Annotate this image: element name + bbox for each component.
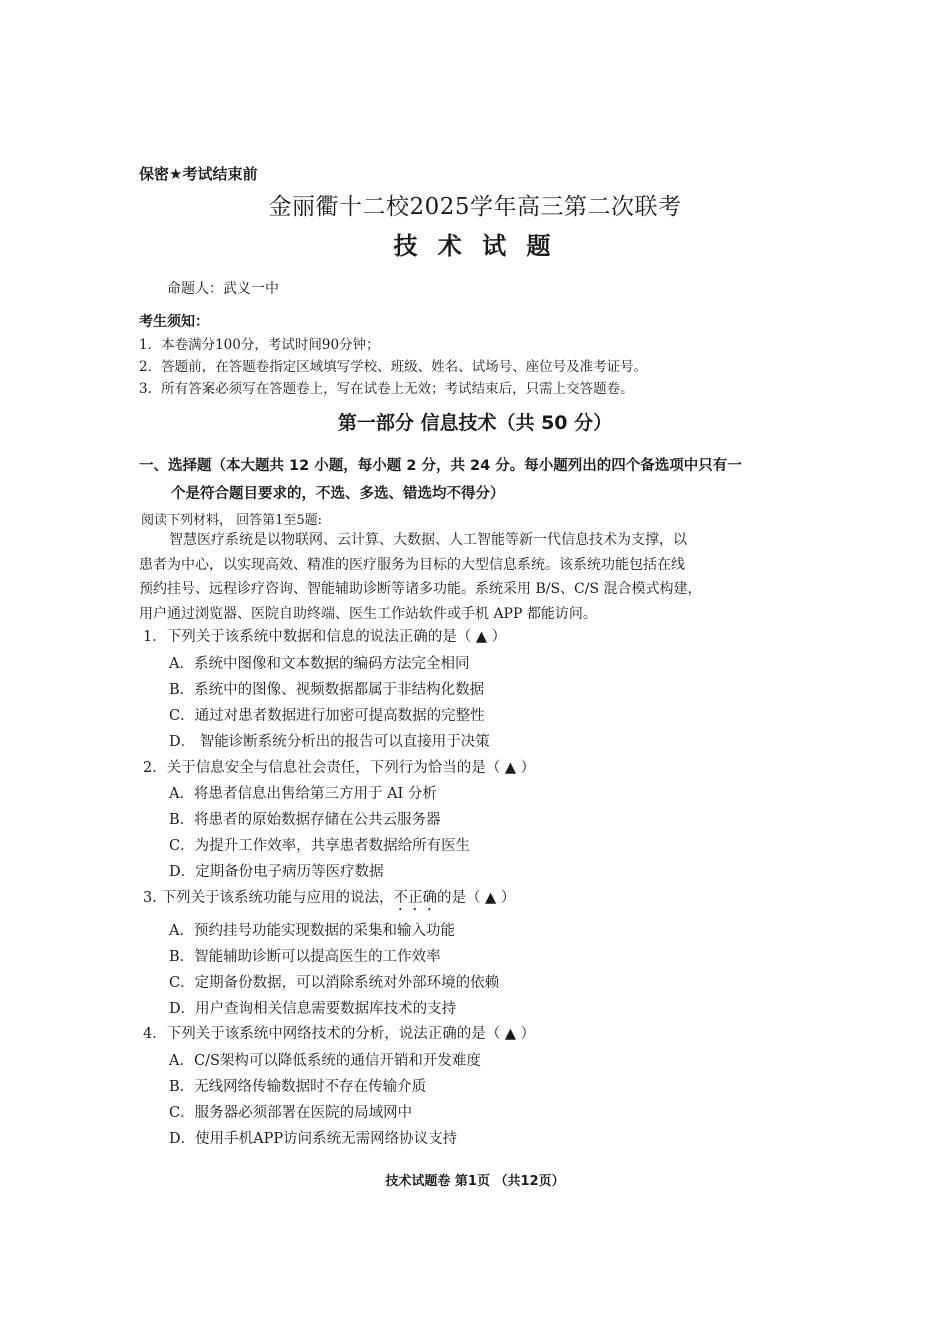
part-title: 第一部分 信息技术（共 50 分） — [337, 412, 613, 434]
question-3-option-c: C．定期备份数据，可以消除系统对外部环境的依赖 — [169, 975, 500, 991]
question-2-stem: 2．关于信息安全与信息社会责任，下列行为恰当的是（ ▲ ） — [143, 760, 536, 776]
question-3-stem — [143, 886, 515, 914]
question-4-stem: 4．下列关于该系统中网络技术的分析，说法正确的是（ ▲ ） — [143, 1026, 536, 1042]
question-2-option-c: C．为提升工作效率，共享患者数据给所有医生 — [169, 838, 471, 854]
question-4-option-b: B．无线网络传输数据时不存在传输介质 — [169, 1079, 427, 1095]
question-4-option-a: A．C/S架构可以降低系统的通信开销和开发难度 — [169, 1053, 481, 1069]
question-4-option-d: D．使用手机APP访问系统无需网络协议支持 — [169, 1131, 458, 1147]
question-2-option-d: D．定期备份电子病历等医疗数据 — [169, 864, 384, 880]
notice-item: 1．本卷满分100分，考试时间90分钟； — [139, 337, 380, 353]
section-heading-line1: 一、选择题（本大题共 12 小题，每小题 2 分，共 24 分。每小题列出的四个备选项中只有一 — [139, 458, 742, 474]
passage-line: 患者为中心，以实现高效、精准的医疗服务为目标的大型信息系统。该系统功能包括在线 — [139, 556, 685, 573]
reading-intro: 阅读下列材料， 回答第1至5题: — [141, 513, 323, 528]
question-4-option-c: C．服务器必须部署在医院的局域网中 — [169, 1105, 413, 1121]
question-3-option-d: D．用户查询相关信息需要数据库技术的支持 — [169, 1001, 457, 1017]
question-3-option-a: A．预约挂号功能实现数据的采集和输入功能 — [169, 923, 455, 939]
section-heading — [139, 452, 819, 508]
exam-title: 金丽衢十二校2025学年高三第二次联考 — [268, 194, 682, 220]
passage-line: 用户通过浏览器、医院自助终端、医生工作站软件或手机 APP 都能访问。 — [139, 605, 597, 622]
subject-title: 技 术 试 题 — [393, 232, 557, 260]
question-3-stem-post: 的是（ ▲ ） — [436, 890, 516, 906]
reading-passage — [139, 528, 811, 626]
author-line: 命题人：武义一中 — [167, 281, 279, 297]
question-1-option-a: A．系统中图像和文本数据的编码方法完全相同 — [169, 656, 470, 672]
page-footer: 技术试题卷 第1页 （共12页） — [385, 1174, 565, 1189]
question-3-stem-pre: 3. 下列关于该系统功能与应用的说法， — [143, 890, 394, 906]
question-2-option-a: A．将患者信息出售给第三方用于 AI 分析 — [169, 786, 437, 802]
question-3-option-b: B．智能辅助诊断可以提高医生的工作效率 — [169, 949, 441, 965]
passage-line: 智慧医疗系统是以物联网、云计算、大数据、人工智能等新一代信息技术为支撑，以 — [169, 532, 687, 548]
question-3-emphasis: 不正确 — [393, 890, 437, 906]
question-2-option-b: B．将患者的原始数据存储在公共云服务器 — [169, 812, 441, 828]
notice-item: 3．所有答案必须写在答题卷上，写在试卷上无效；考试结束后，只需上交答题卷。 — [139, 381, 634, 397]
confidential-label: 保密★考试结束前 — [139, 165, 258, 183]
question-1-option-b: B．系统中的图像、视频数据都属于非结构化数据 — [169, 682, 485, 698]
question-1-option-d: D． 智能诊断系统分析出的报告可以直接用于决策 — [169, 734, 490, 750]
question-1-stem: 1．下列关于该系统中数据和信息的说法正确的是（ ▲ ） — [143, 629, 507, 645]
section-heading-line2: 个是符合题目要求的，不选、多选、错选均不得分） — [171, 486, 505, 502]
notice-heading: 考生须知： — [139, 314, 209, 330]
passage-line: 预约挂号、远程诊疗咨询、智能辅助诊断等诸多功能。系统采用 B/S、C/S 混合模式构建， — [139, 581, 702, 597]
notice-item: 2．答题前，在答题卷指定区域填写学校、班级、姓名、试场号、座位号及准考证号。 — [139, 359, 648, 375]
question-1-option-c: C．通过对患者数据进行加密可提高数据的完整性 — [169, 708, 485, 724]
